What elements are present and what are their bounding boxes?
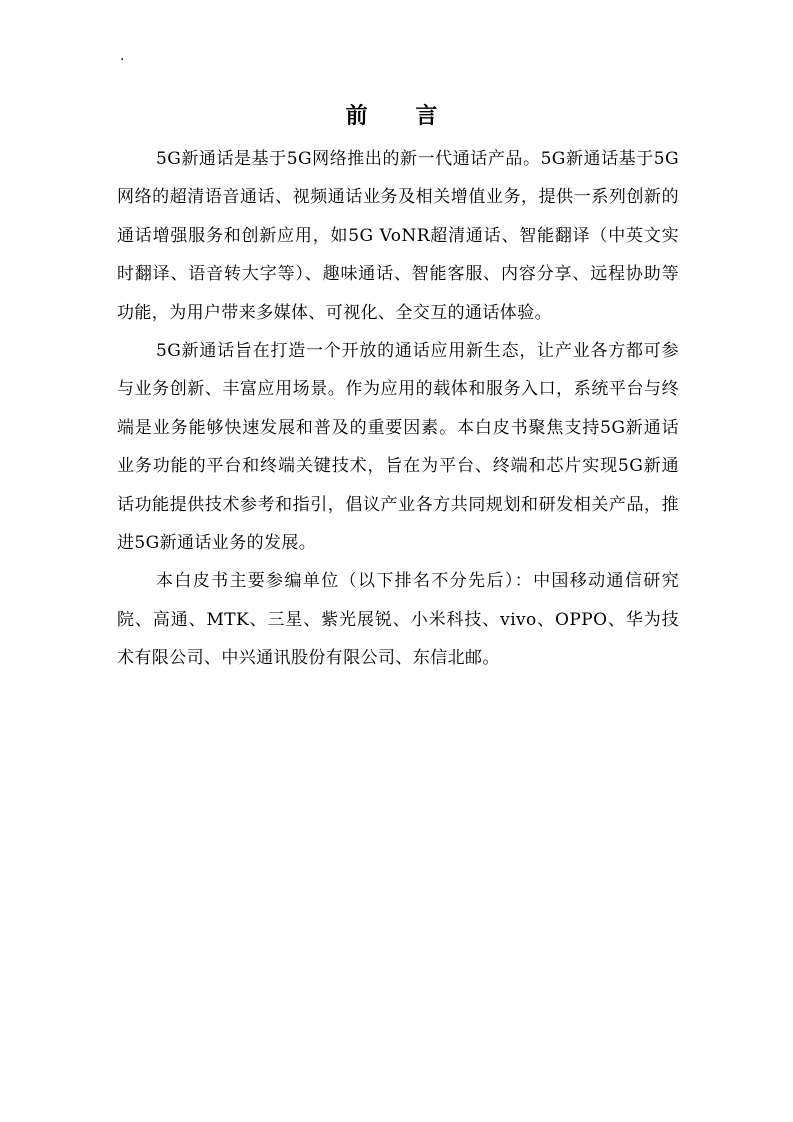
- page-title: 前 言: [345, 104, 458, 129]
- paragraph-contributors: 本白皮书主要参编单位（以下排名不分先后）：中国移动通信研究院、高通、MTK、三星、紫光展锐、小米科技、vivo、OPPO、华为技术有限公司、中兴通讯股份有限公司、东信北邮。: [117, 571, 679, 669]
- corner-dot-mark: ·: [120, 52, 125, 68]
- paragraph-intro: 5G新通话是基于5G网络推出的新一代通话产品。5G新通话基于5G网络的超清语音通话、视频通话业务及相关增值业务，提供一系列创新的通话增强服务和创新应用，如5G VoNR超清通话、智能翻译（中英文实时翻译、语音转大字等）、趣味通话、智能客服、内容分享、远程协助等功能，为用户带来多媒体、可视化、全交互的通话体验。: [117, 149, 679, 323]
- preface-body: [117, 140, 679, 678]
- paragraph-ecosystem: 5G新通话旨在打造一个开放的通话应用新生态，让产业各方都可参与业务创新、丰富应用场景。作为应用的载体和服务入口，系统平台与终端是业务能够快速发展和普及的重要因素。本白皮书聚焦支持5G新通话业务功能的平台和终端关键技术，旨在为平台、终端和芯片实现5G新通话功能提供技术参考和指引，倡议产业各方共同规划和研发相关产品，推进5G新通话业务的发展。: [117, 341, 679, 554]
